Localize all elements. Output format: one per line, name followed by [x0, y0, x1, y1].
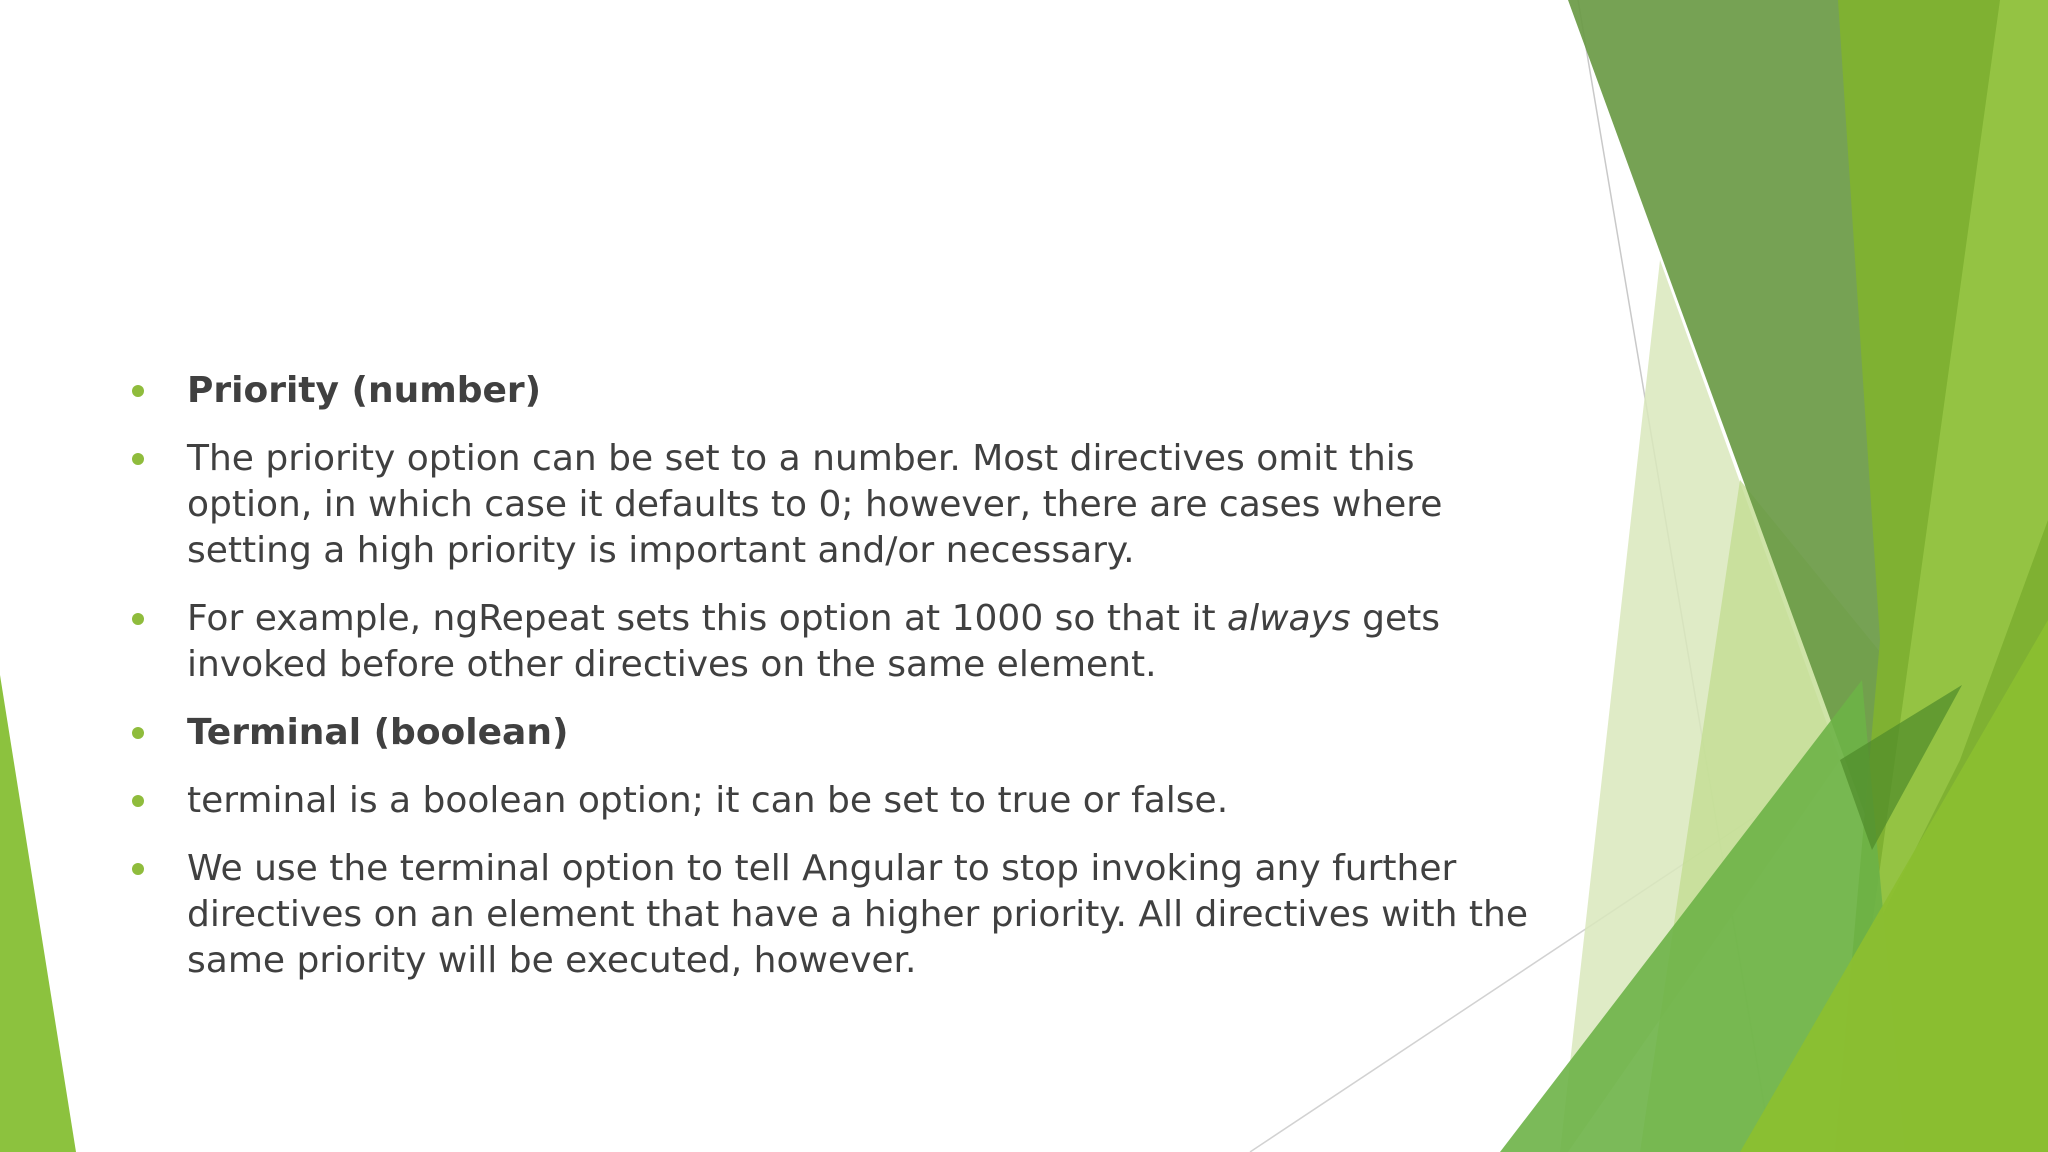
- bullet-terminal-description: [128, 778, 1548, 824]
- bullet-dot-icon: [132, 453, 144, 465]
- bullet-dot-icon: [132, 863, 144, 875]
- bullet-terminal-usage: [128, 846, 1548, 984]
- left-green-sliver: [0, 675, 76, 1152]
- bullet-text: Terminal (boolean): [187, 712, 569, 753]
- bullet-priority-heading: [128, 368, 1548, 414]
- bullet-text-after: gets invoked before other directives on the same element.: [187, 598, 1440, 685]
- bullet-priority-example: [128, 596, 1548, 688]
- bullet-text: The priority option can be set to a number. Most directives omit this option, in which case it defaults to 0; however, there are cases where setting a high priority is important and/or necessary.: [187, 438, 1443, 571]
- bullet-text: We use the terminal option to tell Angular to stop invoking any further directives on an element that have a higher priority. All directives with the same priority will be executed, however.: [187, 848, 1528, 981]
- bullet-dot-icon: [132, 385, 144, 397]
- bullet-text: Priority (number): [187, 370, 542, 411]
- bullet-text-before: For example, ngRepeat sets this option at 1000 so that it: [187, 598, 1228, 639]
- bullet-list: [128, 368, 1548, 984]
- bullet-dot-icon: [132, 613, 144, 625]
- bullet-text: terminal is a boolean option; it can be set to true or false.: [187, 780, 1229, 821]
- bullet-text-emphasis: always: [1227, 598, 1351, 639]
- bullet-terminal-heading: [128, 710, 1548, 756]
- slide-body: [128, 368, 1548, 1006]
- bullet-dot-icon: [132, 795, 144, 807]
- bullet-priority-description: [128, 436, 1548, 574]
- bullet-dot-icon: [132, 727, 144, 739]
